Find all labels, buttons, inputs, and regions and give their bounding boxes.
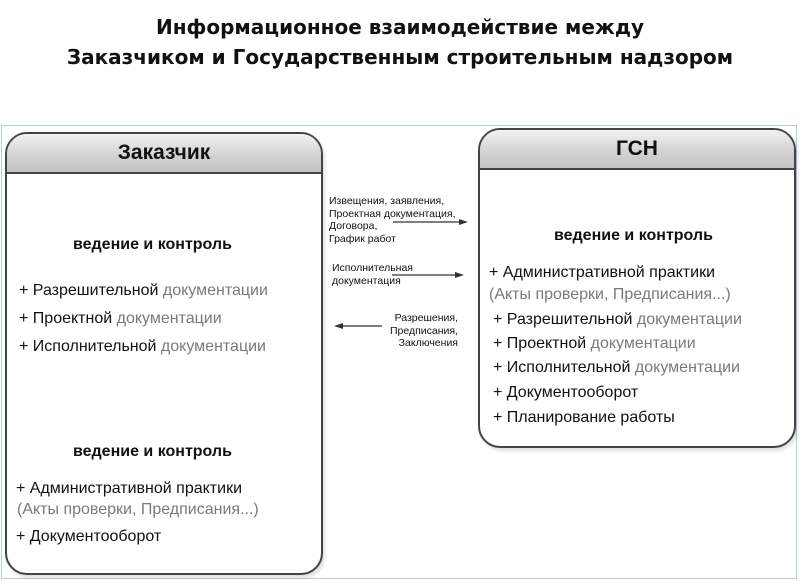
title-line-2: Заказчиком и Государственным строительным надзором [66,45,734,69]
customer-item-exec-docs: + Исполнительной документации [19,338,266,355]
customer-item-admin-practice: + Административной практики [16,480,243,497]
message-to-gsn-2: Исполнительная документация [332,262,413,287]
gsn-item-docflow: + Документооборот [493,384,639,401]
gsn-item-project-docs: + Проектной документации [493,335,696,352]
customer-heading-1: ведение и контроль [73,236,232,253]
customer-admin-note: (Акты проверки, Предписания...) [17,501,259,518]
customer-item-docflow: + Документооборот [16,528,162,545]
title-line-1: Информационное взаимодействие между [155,15,645,39]
gsn-box-header: ГСН [480,130,794,170]
gsn-heading: ведение и контроль [554,227,713,244]
gsn-admin-note: (Акты проверки, Предписания...) [489,286,731,303]
gsn-box [478,128,796,448]
message-to-customer: Разрешения, Предписания, Заключения [389,312,458,349]
customer-heading-2: ведение и контроль [73,443,232,460]
gsn-item-permit-docs: + Разрешительной документации [493,311,742,328]
gsn-item-planning: + Планирование работы [493,409,675,426]
gsn-item-admin-practice: + Административной практики [489,264,716,281]
message-to-gsn-1: Извещения, заявления, Проектная документация, Договора, График работ [329,195,456,245]
gsn-item-exec-docs: + Исполнительной документации [493,359,740,376]
customer-item-project-docs: + Проектной документации [19,310,222,327]
customer-box-header: Заказчик [7,134,321,174]
slide-title [0,12,800,72]
customer-item-permit-docs: + Разрешительной документации [19,282,268,299]
customer-box [5,132,323,575]
